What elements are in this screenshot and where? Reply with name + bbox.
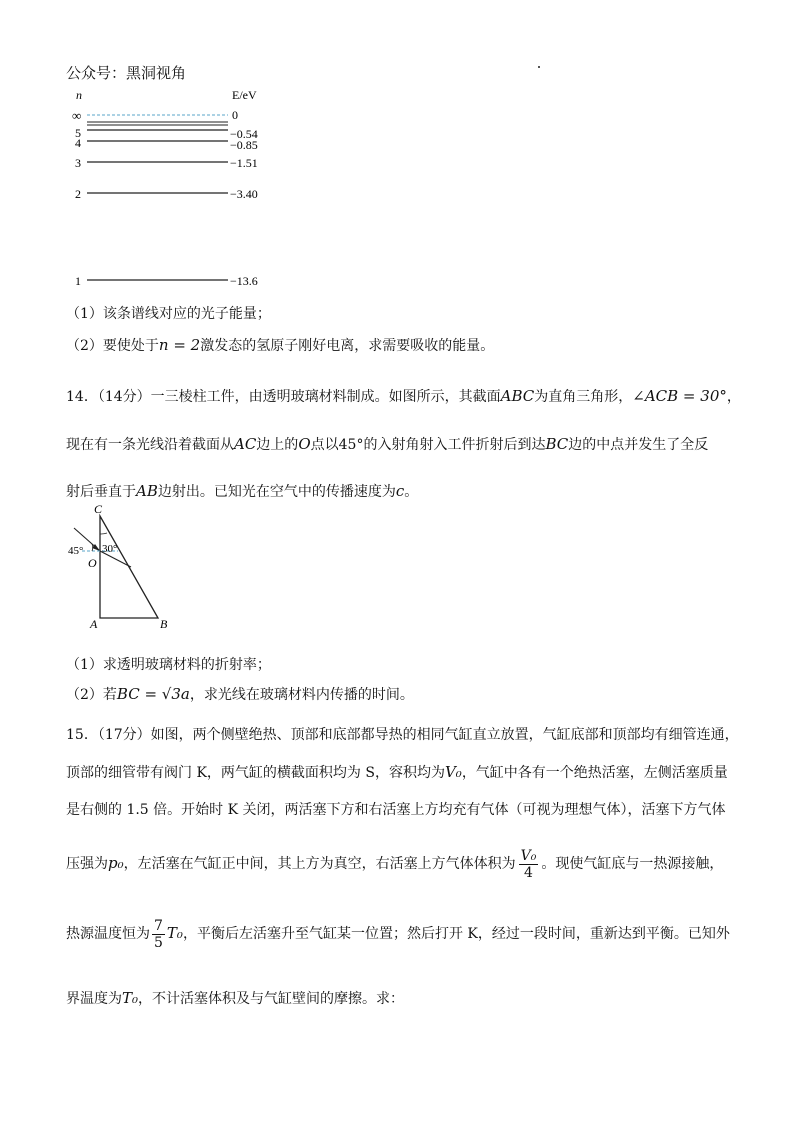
q13-math-n2: n = 2 [158, 336, 201, 354]
q15-l2-text-b: ，气缸中各有一个绝热活塞，左侧活塞质量 [461, 765, 728, 781]
vertex-a-label: A [90, 617, 98, 631]
q15-l6-text-b: ，不计活塞体积及与气缸壁间的摩擦。求： [138, 991, 405, 1007]
q14-l3-text-a: 射后垂直于 [66, 484, 136, 500]
vertex-b-label: B [160, 617, 168, 631]
level-n-2: 2 [75, 187, 81, 201]
q15-l4-text-b: ，左活塞在气缸正中间，其上方为真空，右活塞上方气体体积为 [123, 856, 516, 872]
watermark-text: 公众号：黑洞视角 [66, 64, 187, 82]
q14-l1-text-b: 为直角三角形， [534, 389, 633, 405]
q15-line6 [66, 988, 404, 1009]
q15-math-t0-outside: T₀ [122, 989, 139, 1007]
prism-triangle [100, 516, 158, 618]
q15-math-p0: p₀ [108, 854, 124, 872]
level-n-4: 4 [75, 136, 81, 150]
angle-arc-30 [100, 533, 107, 534]
q14-math-o: O [298, 435, 311, 453]
q15-frac-num: V₀ [520, 847, 537, 864]
q14-line3 [66, 481, 418, 502]
q14-l2-text-d: 边的中点并发生了全反 [568, 437, 709, 453]
q14-math-abc: ABC [500, 387, 535, 405]
q14-l3-text-b: 边射出。已知光在空气中的传播速度为 [157, 484, 396, 500]
q15-frac5-num: 7 [154, 917, 163, 934]
q15-line5 [66, 910, 730, 956]
q14-part2-text-b: ，求光线在玻璃材料内传播的时间。 [189, 687, 414, 703]
q13-part2-text-b: 激发态的氢原子刚好电离，求需要吸收的能量。 [200, 338, 495, 354]
q15-l5-text-a: 热源温度恒为 [66, 926, 150, 942]
q15-frac5-den: 5 [154, 934, 163, 951]
level-n-5: 5 [75, 126, 81, 140]
q14-math-ab: AB [136, 482, 158, 500]
q14-part2 [66, 684, 414, 705]
q14-l2-text-a: 现在有一条光线沿着截面从 [66, 437, 234, 453]
q15-l2-text-a: 顶部的细管带有阀门 K，两气缸的横截面积均为 S，容积均为 [66, 765, 445, 781]
angle-45-label: 45° [68, 545, 84, 557]
q13-part2-text-a: （2）要使处于 [66, 338, 159, 354]
q15-line4 [66, 840, 723, 886]
q14-math-bc: BC [545, 435, 569, 453]
q14-math-ac: AC [234, 435, 257, 453]
q14-l2-text-b: 边上的 [256, 437, 299, 453]
q14-line1 [66, 386, 741, 407]
q14-part1: （1）求透明玻璃材料的折射率； [66, 657, 271, 673]
q14-l1-text-c: ， [726, 389, 741, 405]
level-e-inf: 0 [232, 108, 238, 122]
axis-n-label: n [76, 88, 82, 102]
level-n-inf: ∞ [72, 108, 82, 123]
q14-math-bc-value: BC = √3a [116, 685, 190, 703]
q15-math-v0: V₀ [444, 763, 462, 781]
level-e-4: −0.85 [230, 138, 258, 152]
angle-30-label: 30° [102, 543, 118, 555]
q15-l4-text-c: 。现使气缸底与一热源接触， [541, 856, 724, 872]
q14-l1-text-a: 14．（14分）一三棱柱工件，由透明玻璃材料制成。如图所示，其截面 [66, 389, 501, 405]
q15-l5-text-b: ，平衡后左活塞升至气缸某一位置；然后打开 K，经过一段时间，重新达到平衡。已知外 [182, 926, 730, 942]
q15-line3: 是右侧的 1.5 倍。开始时 K 关闭，两活塞下方和右活塞上方均充有气体（可视为理想气体），活塞下方气体 [66, 802, 726, 818]
q14-math-c: c [395, 482, 405, 500]
point-o-label: O [88, 556, 97, 570]
axis-e-label: E/eV [232, 88, 257, 102]
q15-l4-text-a: 压强为 [66, 856, 108, 872]
q15-line1: 15．（17分）如图，两个侧壁绝热、顶部和底部都导热的相同气缸直立放置，气缸底部和顶部均有细管连通， [66, 727, 739, 743]
level-e-1: −13.6 [230, 274, 258, 288]
q14-l2-text-c: 点以45°的入射角射入工件折射后到达 [310, 437, 546, 453]
prism-figure [60, 500, 190, 634]
q14-part2-text-a: （2）若 [66, 687, 117, 703]
q15-frac-7-over-5 [152, 918, 165, 951]
level-e-2: −3.40 [230, 187, 258, 201]
q15-frac-den: 4 [524, 864, 533, 881]
q15-frac-v0-over-4 [519, 848, 539, 881]
stray-dot [538, 66, 540, 68]
q15-line2 [66, 762, 728, 783]
q13-part2 [66, 335, 494, 356]
vertex-c-label: C [94, 502, 103, 516]
q14-l3-text-c: 。 [404, 484, 419, 500]
level-e-5: −0.54 [230, 127, 258, 141]
level-n-3: 3 [75, 156, 81, 170]
q15-math-t0: T₀ [166, 924, 183, 942]
q15-l6-text-a: 界温度为 [66, 991, 122, 1007]
q14-math-angle: ∠ACB = 30° [632, 387, 727, 405]
level-n-1: 1 [75, 274, 81, 288]
q13-part1: （1）该条谱线对应的光子能量； [66, 306, 271, 322]
level-e-3: −1.51 [230, 156, 258, 170]
q14-line2 [66, 434, 708, 455]
angle-arc-45 [92, 544, 93, 551]
energy-level-diagram [60, 86, 300, 292]
